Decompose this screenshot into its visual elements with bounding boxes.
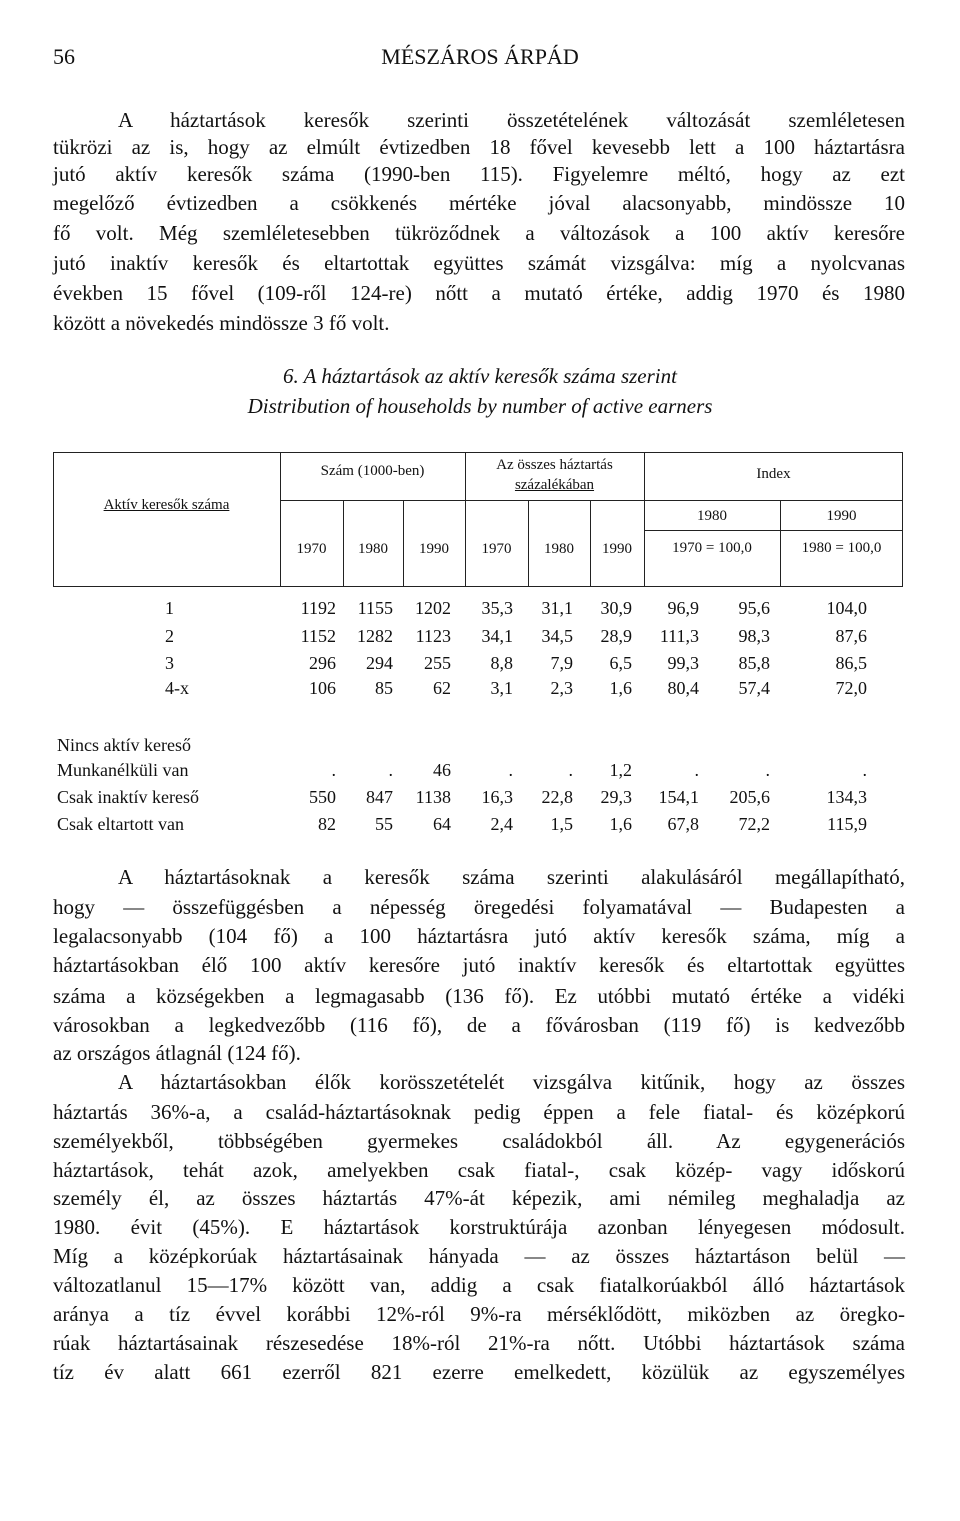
text-line: aránya a tíz évvel korábbi 12%-ról 9%-ra mérséklődött, miközben az öregko- [53,1302,905,1326]
row-label: 3 [165,653,174,673]
text-line: jutó aktív keresők száma (1990-ben 115). Figyelemre méltó, hogy az ezt [53,162,905,186]
header-index-base-1980: 1980 = 100,0 [801,540,882,556]
table-cell: 95,6 [738,598,770,618]
table-cell: 1282 [357,626,393,646]
table-cell: 1138 [415,787,451,807]
text-line: legalacsonyabb (104 fő) a 100 háztartásra jutó aktív keresők száma, míg a [53,924,905,948]
table-cell: 35,3 [481,598,513,618]
table-cell: . [862,760,867,780]
table-cell: 1,6 [609,814,632,834]
text-line: személyekből, többségében gyermekes családokból áll. Az egygenerációs [53,1129,905,1153]
header-percent-group-line2: százalékában [514,477,595,493]
table-cell: 87,6 [835,626,867,646]
text-line: megelőző évtizedben a csökkenés mértéke jóval alacsonyabb, mindössze 10 [53,191,905,215]
table-cell: 80,4 [667,678,699,698]
page-number: 56 [53,44,75,69]
table-divider [644,530,903,531]
table-cell: 72,2 [738,814,770,834]
text-line: 1980. évit (45%). E háztartások korstruktúrája azonban lényegesen módosult. [53,1215,905,1239]
table-cell: 30,9 [600,598,632,618]
table-cell: 154,1 [658,787,699,807]
table-cell: 255 [424,653,451,673]
table-cell: 2,3 [550,678,573,698]
table-cell: 31,1 [541,598,573,618]
table-cell: 55 [375,814,393,834]
row-label: Munkanélküli van [57,760,189,780]
text-line: háztartások, tehát azok, amelyekben csak fiatal-, csak közép- vagy időskorú [53,1158,905,1182]
table-cell: 96,9 [667,598,699,618]
text-line: háztartás 36%-a, a család-háztartásoknak pedig éppen a fele fiatal- és középkorú [53,1100,905,1124]
text-line: jutó inaktív keresők és eltartottak együttes számát vizsgálva: míg a nyolcvanas [53,251,905,275]
table-cell: 550 [309,787,336,807]
row-label: Csak eltartott van [57,814,184,834]
table-cell: 104,0 [826,598,867,618]
header-year: 1970 [481,541,512,557]
table-divider [644,500,903,501]
text-line: Míg a középkorúak háztartásainak hányada — az összes háztartáson belül — [53,1244,905,1268]
table-cell: . [765,760,770,780]
text-line: városokban a legkedvezőbb (116 fő), de a fővárosban (119 fő) is kedvezőbb [53,1013,905,1037]
header-index-base-1970: 1970 = 100,0 [672,540,752,556]
table-cell: 294 [366,653,393,673]
text-line: személy él, az összes háztartás 47%-át képezik, ami némileg meghaladja az [53,1186,905,1210]
header-year: 1990 [602,541,632,557]
header-active-earners: Aktív keresők száma [103,497,230,513]
table-cell: 847 [366,787,393,807]
table-cell: 296 [309,653,336,673]
text-line: A háztartásokban élők korösszetételét vizsgálva kitűnik, hogy az összes [118,1070,905,1094]
table-cell: 72,0 [835,678,867,698]
text-line: tíz év alatt 661 ezerről 821 ezerre emelkedett, közülük az egyszemélyes [53,1360,905,1384]
table-caption-hu: 6. A háztartások az aktív keresők száma szerint [283,364,677,388]
table-cell: 57,4 [738,678,770,698]
text-line: A háztartások keresők szerinti összetételének változását szemléletesen [118,108,905,132]
row-label: Nincs aktív kereső [57,735,191,755]
header-year: 1980 [358,541,388,557]
table-cell: 8,8 [490,653,513,673]
text-line: az országos átlagnál (124 fő). [53,1041,301,1065]
text-line: háztartásokban élő 100 aktív keresőre jutó inaktív keresők és eltartottak együttes [53,953,905,977]
table-cell: 115,9 [827,814,867,834]
table-cell: 99,3 [667,653,699,673]
table-cell: 7,9 [550,653,573,673]
table-cell: 134,3 [826,787,867,807]
table-cell: 22,8 [541,787,573,807]
table-cell: 67,8 [667,814,699,834]
table-cell: 6,5 [609,653,632,673]
table-cell: . [388,760,393,780]
table-cell: 1192 [300,598,336,618]
table-cell: 1,6 [609,678,632,698]
header-index-1990: 1990 [826,508,857,524]
table-cell: 1123 [415,626,451,646]
table-caption-en: Distribution of households by number of active earners [247,394,713,418]
text-line: években 15 fővel (109-ről 124-re) nőtt a mutató értéke, addig 1970 és 1980 [53,281,905,305]
table-cell: 2,4 [490,814,513,834]
table-cell: 85 [375,678,393,698]
text-line: változatlanul 15—17% között van, addig a csak fiatalkorúakból álló háztartások [53,1273,905,1297]
table-cell: 34,5 [541,626,573,646]
header-percent-group-line1: Az összes háztartás [496,457,613,473]
row-label: 4-x [165,678,189,698]
table-divider [280,500,644,501]
table-cell: . [331,760,336,780]
text-line: rúak háztartásainak részesedése 18%-ról 21%-ra nőtt. Utóbbi háztartások száma [53,1331,905,1355]
table-cell: 86,5 [835,653,867,673]
text-line: A háztartásoknak a keresők száma szerinti alakulásáról megállapítható, [118,865,905,889]
header-year: 1990 [419,541,449,557]
table-cell: 1155 [357,598,393,618]
table-cell: 1202 [415,598,451,618]
table-cell: 28,9 [600,626,632,646]
table-cell: 85,8 [738,653,770,673]
table-cell: 1152 [300,626,336,646]
table-cell: 46 [433,760,451,780]
table-cell: 16,3 [481,787,513,807]
table-cell: 34,1 [481,626,513,646]
table-cell: 106 [309,678,336,698]
text-line: fő volt. Még szemléletesebben tükröződnek a változások a 100 aktív keresőre [53,221,905,245]
running-head: MÉSZÁROS ÁRPÁD [381,44,579,69]
table-cell: 98,3 [738,626,770,646]
text-line: között a növekedés mindössze 3 fő volt. [53,311,390,335]
table-cell: 111,3 [659,626,699,646]
table-cell: 82 [318,814,336,834]
header-count-group: Szám (1000-ben) [320,463,425,479]
table-cell: . [694,760,699,780]
row-label: 1 [165,598,174,618]
header-year: 1970 [296,541,327,557]
table-cell: 1,2 [609,760,632,780]
table-cell: 62 [433,678,451,698]
header-year: 1980 [544,541,574,557]
text-line: hogy — összefüggésben a népesség öregedési folyamatával — Budapesten a [53,895,905,919]
row-label: Csak inaktív kereső [57,787,199,807]
table-cell: 205,6 [729,787,770,807]
table-cell: 64 [433,814,451,834]
header-index-1980: 1980 [697,508,727,524]
text-line: száma a községekben a legmagasabb (136 fő). Ez utóbbi mutató értéke a vidéki [53,984,905,1008]
row-label: 2 [165,626,174,646]
header-index-group: Index [756,466,791,482]
table-cell: 3,1 [490,678,513,698]
table-cell: . [508,760,513,780]
table-cell: . [568,760,573,780]
text-line: tükrözi az is, hogy az elmúlt évtizedben 18 fővel kevesebb lett a 100 háztartásra [53,135,905,159]
table-cell: 29,3 [600,787,632,807]
table-cell: 1,5 [550,814,573,834]
